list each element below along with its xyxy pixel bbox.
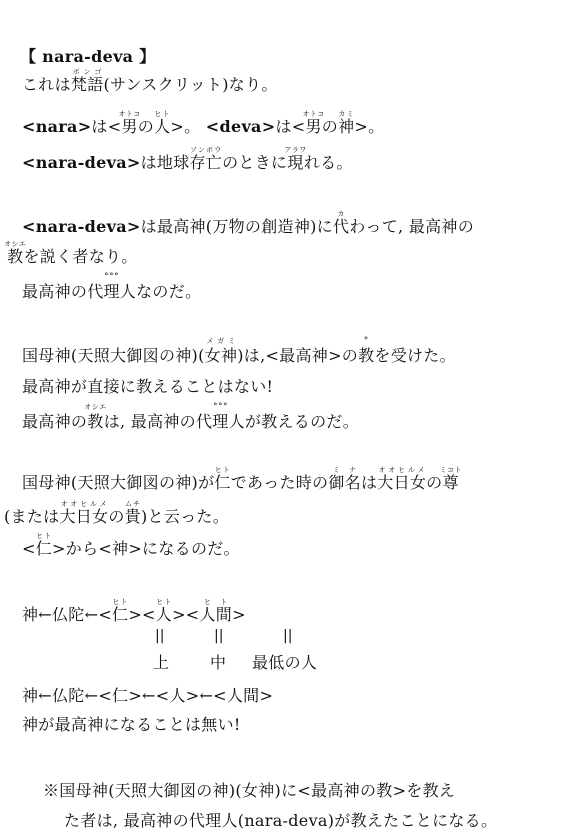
ruby-word: 人ヒト xyxy=(154,110,171,136)
line-16: 神←仏陀←<仁>←<人>←<人間> xyxy=(22,686,274,705)
ruby-word: 男オトコ xyxy=(302,110,325,136)
equals-bar-lowest: || xyxy=(283,628,293,644)
ruby-word: 男オトコ xyxy=(118,110,141,136)
line-1 xyxy=(22,68,278,95)
page-title: 【 nara-deva 】 xyxy=(20,47,156,66)
ruby-word: 人間ヒト xyxy=(199,598,233,624)
line-5: 教オシエを説く者なり。 xyxy=(4,240,138,266)
text: (サンスクリット)なり。 xyxy=(103,75,278,94)
ruby-word: 教オシエ xyxy=(84,403,107,431)
line-2: <nara>は<男オトコの人ヒト>。 <deva>は<男オトコの神カミ>。 xyxy=(22,110,385,136)
label-lowest: 最低の人 xyxy=(252,653,318,672)
ruby-word: 御名ミナ xyxy=(328,466,361,492)
ruby-word: 教オシエ xyxy=(4,240,27,266)
ruby-word: 現アラワ xyxy=(284,146,307,172)
ruby-word: 仁ヒト xyxy=(214,466,231,492)
ruby-word: 代理人°°° xyxy=(195,402,245,431)
term: <deva> xyxy=(205,117,276,136)
line-11: (または大日女オオヒルメの貴ムチ)と云った。 xyxy=(4,500,230,526)
ruby-word: 代カ xyxy=(332,210,350,236)
equals-bar-middle: || xyxy=(214,628,224,644)
ruby-word: 代理人°°° xyxy=(87,272,137,301)
ruby-word: 大日女オオヒルメ xyxy=(377,466,427,492)
note-line-2: た者は, 最高神の代理人(nara-deva)が教えたことになる。 xyxy=(64,811,498,830)
line-9: 最高神の教オシエは, 最高神の代理人°°°が教えるのだ。 xyxy=(22,402,359,431)
line-7: 国母神(天照大御図の神)(女神メガミ)は,<最高神>の教°を受けた。 xyxy=(22,336,456,365)
ruby-word: 仁ヒト xyxy=(112,598,129,624)
equals-bar-upper: || xyxy=(155,628,165,644)
term: <nara-deva> xyxy=(22,217,141,236)
note-line-1: ※国母神(天照大御図の神)(女神)に<最高神の教>を教え xyxy=(43,781,456,800)
line-4: <nara-deva>は最高神(万物の創造神)に代カわって, 最高神の xyxy=(22,210,475,236)
ruby-word: 尊ミコト xyxy=(439,466,462,492)
line-17: 神が最高神になることは無い! xyxy=(22,715,241,734)
ruby-word: 人ヒト xyxy=(155,598,173,624)
term: <nara> xyxy=(22,117,92,136)
text: これは xyxy=(22,75,71,94)
line-13: 神←仏陀←<仁ヒト><人ヒト><人間ヒト> xyxy=(22,598,246,624)
ruby-word: 仁ヒト xyxy=(35,532,53,558)
line-12: <仁ヒト>から<神>になるのだ。 xyxy=(22,532,240,558)
ruby-word: 貴ムチ xyxy=(124,500,141,526)
ruby-word: 存亡ソンボウ xyxy=(189,146,223,172)
line-10: 国母神(天照大御図の神)が仁ヒトであった時の御名ミナは大日女オオヒルメの尊ミコト xyxy=(22,466,462,492)
line-3: <nara-deva>は地球存亡ソンボウのときに現アラワれる。 xyxy=(22,146,353,172)
ruby-word: 梵語ボンゴ xyxy=(70,68,104,94)
ruby-word: 大日女オオヒルメ xyxy=(59,500,109,526)
term: <nara-deva> xyxy=(22,153,141,172)
ruby-word: 教° xyxy=(358,336,375,365)
line-6: 最高神の代理人°°°なのだ。 xyxy=(22,272,202,301)
label-middle: 中 xyxy=(210,653,227,672)
ruby-word: 神カミ xyxy=(338,110,355,136)
label-upper: 上 xyxy=(153,653,170,672)
ruby-word: 女神メガミ xyxy=(204,337,238,365)
line-8: 最高神が直接に教えることはない! xyxy=(22,377,274,396)
